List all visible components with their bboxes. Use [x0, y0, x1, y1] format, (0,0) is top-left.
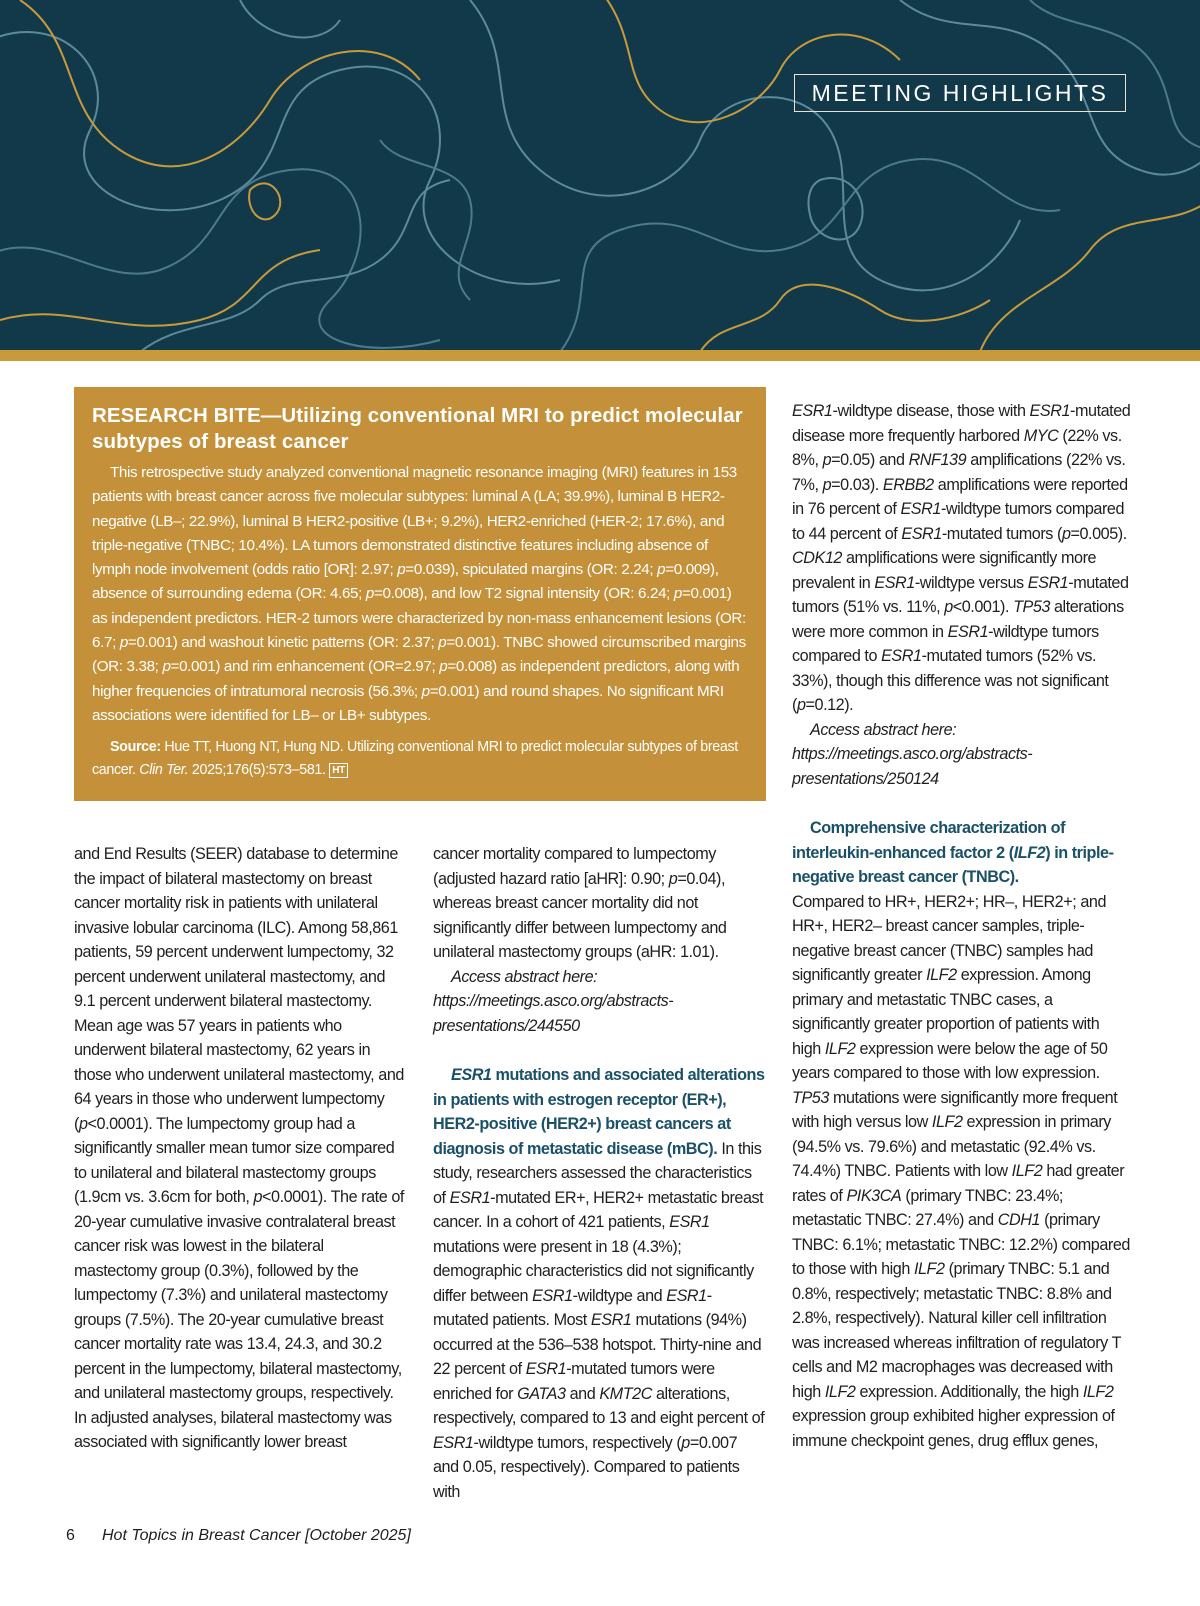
column-3 — [792, 399, 1132, 1453]
access-abstract-link-2[interactable]: Access abstract here: https://meetings.asco.org/abstracts-presentations/250124 — [792, 720, 1033, 788]
gold-divider — [0, 350, 1200, 361]
publication-title: Hot Topics in Breast Cancer [October 2025] — [102, 1527, 411, 1544]
page-number: 6 — [66, 1527, 75, 1544]
source-citation: Source: Hue TT, Huong NT, Hung ND. Utilizing conventional MRI to predict molecular subtypes of breast cancer. Clin Ter. 2025;176(5):573–581. — [92, 739, 738, 779]
ilf2-heading-para — [792, 816, 1132, 890]
seer-study-continuation: cancer mortality compared to lumpectomy (adjusted hazard ratio [aHR]: 0.90; p=0.04), whereas breast cancer mortality did not significantly differ between lumpectomy and unilateral mastectomy groups (aHR: 1.01). — [433, 845, 727, 961]
column-2 — [433, 842, 765, 1504]
research-bite-title: RESEARCH BITE—Utilizing conventional MRI to predict molecular subtypes of breast cancer — [92, 404, 743, 453]
esr1-body: In this study, researchers assessed the characteristics of ESR1-mutated ER+, HER2+ metastatic breast cancer. In a cohort of 421 patients, ESR1 mutations were present in 18 (4.3%); demographic characteristics did not significantly differ between ESR1-wildtype and ESR1-mutated patients. Most ESR1 mutations (94%) occurred at the 536–538 hotspot. Thirty-nine and 22 percent of ESR1-mutated tumors were enriched for GATA3 and KMT2C alterations, respectively, compared to 13 and eight percent of ESR1-wildtype tumors, respectively (p=0.007 and 0.05, respectively). Compared to patients with — [433, 1139, 765, 1501]
esr1-heading: ESR1 mutations and associated alterations in patients with estrogen receptor (ER+), HER2-positive (HER2+) breast cancers at diagnosis of metastatic disease (mBC). — [433, 1066, 765, 1158]
ilf2-body: Compared to HR+, HER2+; HR–, HER2+; and HR+, HER2– breast cancer samples, triple-negative breast cancer (TNBC) samples had significantly greater ILF2 expression. Among primary and metastatic TNBC cases, a significantly greater proportion of patients with high ILF2 expression were below the age of 50 years compared to those with low expression. TP53 mutations were significantly more frequent with high versus low ILF2 expression in primary (94.5% vs. 79.6%) and metastatic (92.4% vs. 74.4%) TNBC. Patients with low ILF2 had greater rates of PIK3CA (primary TNBC: 23.4%; metastatic TNBC: 27.4%) and CDH1 (primary TNBC: 6.1%; metastatic TNBC: 12.2%) compared to those with high ILF2 (primary TNBC: 5.1 and 0.8%, respectively; metastatic TNBC: 8.8% and 2.8%, respectively). Natural killer cell infiltration was increased whereas infiltration of regulatory T cells and M2 macrophages was decreased with high ILF2 expression. Additionally, the high ILF2 expression group exhibited higher expression of immune checkpoint genes, drug efflux genes, — [792, 892, 1130, 1450]
access-abstract-link[interactable]: Access abstract here: https://meetings.asco.org/abstracts-presentations/244550 — [433, 967, 674, 1035]
ilf2-heading: Comprehensive characterization of interleukin-enhanced factor 2 (ILF2) in triple-negative breast cancer (TNBC). — [792, 819, 1114, 886]
column-1 — [74, 842, 410, 1455]
research-bite-box — [74, 387, 766, 801]
research-bite-body: This retrospective study analyzed conventional magnetic resonance imaging (MRI) features in 153 patients with breast cancer across five molecular subtypes: luminal A (LA; 39.9%), luminal B HER2-negative (LB–; 22.9%), luminal B HER2-positive (LB+; 9.2%), HER2-enriched (HER-2; 17.6%), and triple-negative (TNBC; 10.4%). LA tumors demonstrated distinctive features including absence of lymph node involvement (odds ratio [OR]: 2.97; p=0.039), spiculated margins (OR: 2.24; p=0.009), absence of surrounding edema (OR: 4.65; p=0.008), and low T2 signal intensity (OR: 6.24; p=0.001) as independent predictors. HER-2 tumors were characterized by non-mass enhancement lesions (OR: 6.7; p=0.001) and washout kinetic patterns (OR: 2.37; p=0.001). TNBC showed circumscribed margins (OR: 3.38; p=0.001) and rim enhancement (OR=2.97; p=0.008) as independent predictors, along with higher frequencies of intratumoral necrosis (56.3%; p=0.001) and round shapes. No significant MRI associations were identified for LB– or LB+ subtypes. — [92, 464, 746, 724]
seer-study-paragraph: and End Results (SEER) database to determine the impact of bilateral mastectomy on breast cancer mortality risk in patients with unilateral invasive lobular carcinoma (ILC). Among 58,861 patients, 59 percent underwent lumpectomy, 32 percent underwent unilateral mastectomy, and 9.1 percent underwent bilateral mastectomy. Mean age was 57 years in patients who underwent bilateral mastectomy, 62 years in those who underwent unilateral mastectomy, and 64 years in those who underwent lumpectomy (p<0.0001). The lumpectomy group had a significantly smaller mean tumor size compared to unilateral and bilateral mastectomy groups (1.9cm vs. 3.6cm for both, p<0.0001). The rate of 20-year cumulative invasive contralateral breast cancer risk was lowest in the bilateral mastectomy group (0.3%), followed by the lumpectomy (7.3%) and unilateral mastectomy groups (7.5%). The 20-year cumulative breast cancer mortality rate was 13.4, 24.3, and 30.2 percent in the lumpectomy, bilateral mastectomy, and unilateral mastectomy groups, respectively. In adjusted analyses, bilateral mastectomy was associated with significantly lower breast — [74, 845, 404, 1451]
page-footer — [66, 1527, 411, 1545]
header-banner — [0, 0, 1200, 352]
ht-logo-badge: HT — [329, 763, 348, 778]
topographic-pattern-graphic — [0, 0, 1200, 352]
section-label: MEETING HIGHLIGHTS — [794, 74, 1126, 112]
esr1-continuation: ESR1-wildtype disease, those with ESR1-mutated disease more frequently harbored MYC (22% vs. 8%, p=0.05) and RNF139 amplifications (22% vs. 7%, p=0.03). ERBB2 amplifications were reported in 76 percent of ESR1-wildtype tumors compared to 44 percent of ESR1-mutated tumors (p=0.005). CDK12 amplifications were significantly more prevalent in ESR1-wildtype versus ESR1-mutated tumors (51% vs. 11%, p<0.001). TP53 alterations were more common in ESR1-wildtype tumors compared to ESR1-mutated tumors (52% vs. 33%), though this difference was not significant (p=0.12). — [792, 402, 1131, 714]
esr1-article — [433, 1063, 765, 1504]
research-bite-source — [92, 736, 746, 782]
